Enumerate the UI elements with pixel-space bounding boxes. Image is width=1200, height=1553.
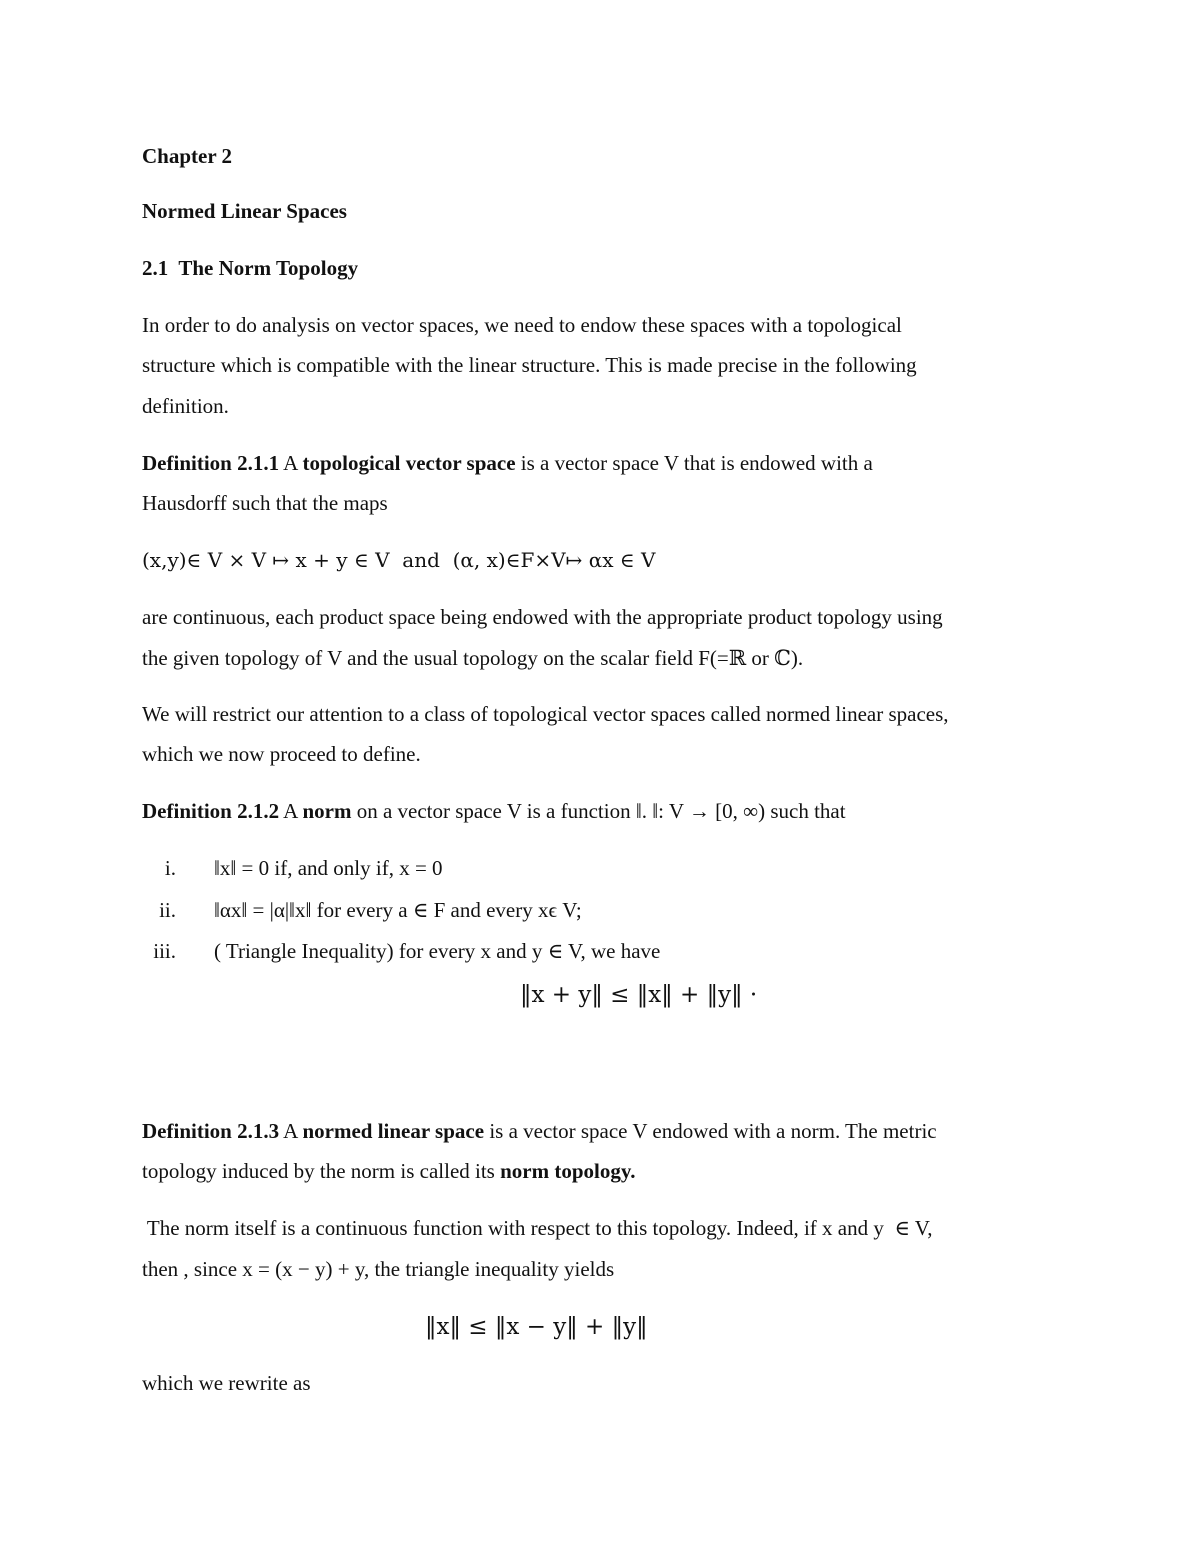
section-heading: 2.1 The Norm Topology — [142, 256, 359, 280]
definition-2-1-1 — [142, 450, 873, 476]
definition-label: Definition 2.1.1 — [142, 451, 280, 475]
reverse-triangle-formula: ‖x‖ ≤ ‖x − y‖ + ‖y‖ — [425, 1314, 648, 1340]
chapter-number: Chapter 2 — [142, 144, 233, 168]
norm-continuity-line-2: then , since x = (x − y) + y, the triangle inequality yields — [142, 1257, 615, 1281]
definition-term: topological vector space — [302, 451, 516, 475]
item-number: ii. — [159, 898, 176, 922]
chapter-title: Normed Linear Spaces — [142, 199, 347, 223]
definition-label: Definition 2.1.3 — [142, 1119, 280, 1143]
definition-2-1-1-line-2: Hausdorff such that the maps — [142, 491, 388, 515]
item-number: iii. — [153, 939, 176, 963]
maps-formula: (x,y)∈ V × V ↦ x + y ∈ V and (α, x)∈F×V↦ αx ∈ V — [142, 548, 656, 572]
definition-text: is a vector space V endowed with a norm. The metric — [484, 1119, 937, 1143]
definition-2-1-3 — [142, 1118, 937, 1144]
triangle-inequality-formula: ‖x + y‖ ≤ ‖x‖ + ‖y‖ · — [520, 982, 758, 1008]
definition-text: topology induced by the norm is called its — [142, 1159, 501, 1183]
definition-2-1-3-line-2 — [142, 1158, 635, 1184]
definition-term: normed linear space — [302, 1119, 485, 1143]
restrict-line-2: which we now proceed to define. — [142, 742, 421, 766]
definition-label: Definition 2.1.2 — [142, 799, 280, 823]
definition-text: on a vector space V is a function ‖. ‖: V → [0, ∞) such that — [351, 799, 846, 823]
intro-line-3: definition. — [142, 394, 229, 418]
continuity-line-2: the given topology of V and the usual topology on the scalar field F(=ℝ or ℂ). — [142, 646, 804, 670]
definition-term: norm topology. — [500, 1159, 636, 1183]
norm-axiom-3: ( Triangle Inequality) for every x and y ∈ V, we have — [214, 939, 661, 963]
closing-text: which we rewrite as — [142, 1371, 311, 1395]
norm-axiom-1: ‖x‖ = 0 if, and only if, x = 0 — [214, 856, 443, 880]
definition-2-1-2 — [142, 798, 846, 824]
continuity-line-1: are continuous, each product space being endowed with the appropriate product topology using — [142, 605, 943, 629]
definition-article: A — [279, 451, 303, 475]
intro-line-2: structure which is compatible with the linear structure. This is made precise in the following — [142, 353, 917, 377]
definition-article: A — [279, 1119, 303, 1143]
intro-line-1: In order to do analysis on vector spaces, we need to endow these spaces with a topological — [142, 313, 902, 337]
item-number: i. — [164, 856, 176, 880]
definition-article: A — [279, 799, 303, 823]
definition-text: is a vector space V that is endowed with a — [515, 451, 873, 475]
norm-axiom-2: ‖αx‖ = |α|‖x‖ for every a ∈ F and every xϵ V; — [214, 898, 582, 922]
restrict-line-1: We will restrict our attention to a class of topological vector spaces called normed linear spaces, — [142, 702, 949, 726]
norm-continuity-line-1: The norm itself is a continuous function with respect to this topology. Indeed, if x and y ∈ V, — [142, 1216, 933, 1240]
definition-term: norm — [302, 799, 352, 823]
